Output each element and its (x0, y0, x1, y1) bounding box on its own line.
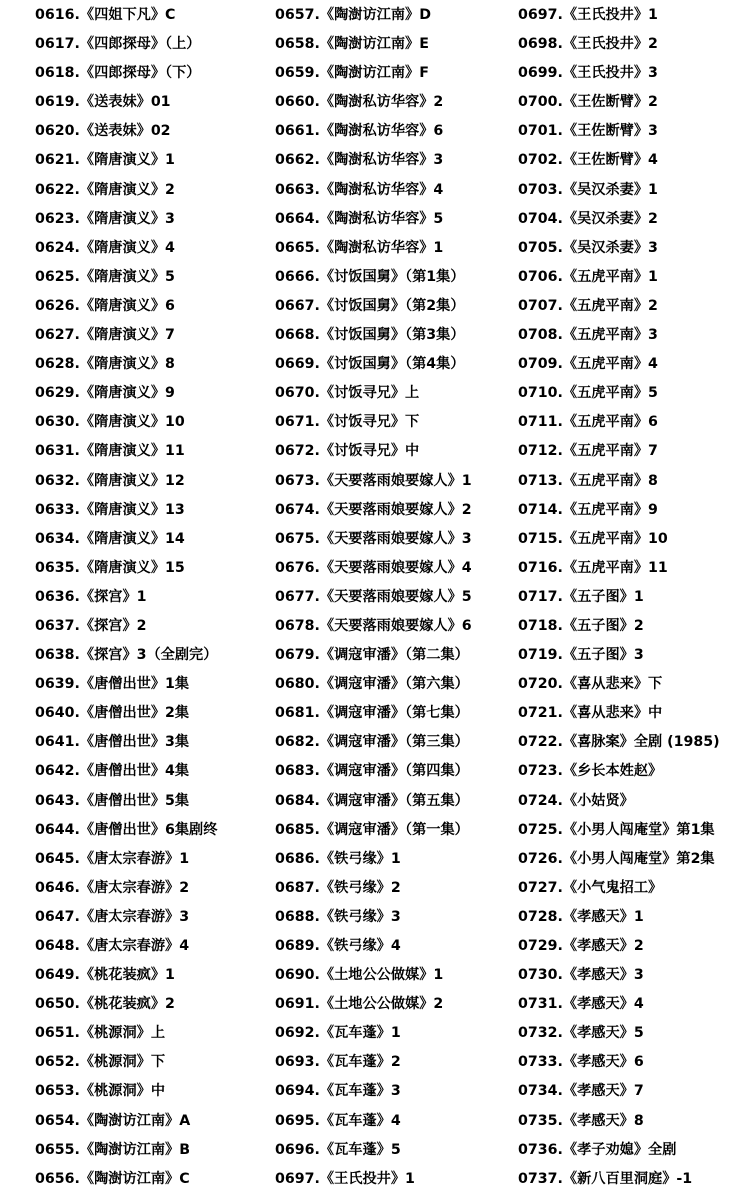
list-item: 0699.《王氏投井》3 (518, 65, 658, 82)
list-item: 0695.《瓦车蓬》4 (275, 1112, 401, 1129)
list-item: 0662.《陶澍私访华容》3 (275, 152, 444, 169)
list-item: 0620.《送表妹》02 (35, 123, 171, 140)
list-item: 0654.《陶澍访江南》A (35, 1112, 191, 1129)
list-item: 0683.《调寇审潘》（第四集） (275, 763, 469, 780)
list-item: 0707.《五虎平南》2 (518, 297, 658, 314)
list-item: 0726.《小男人闯庵堂》第2集 (518, 850, 715, 867)
list-item: 0643.《唐僧出世》5集 (35, 792, 190, 809)
list-item: 0617.《四郎探母》（上） (35, 36, 201, 53)
list-item: 0720.《喜从悲来》下 (518, 676, 663, 693)
list-item: 0635.《隋唐演义》15 (35, 559, 185, 576)
list-item: 0680.《调寇审潘》（第六集） (275, 676, 469, 693)
list-item: 0674.《天要落雨娘要嫁人》2 (275, 501, 472, 518)
list-item: 0691.《土地公公做媒》2 (275, 996, 444, 1013)
list-item: 0718.《五子图》2 (518, 617, 644, 634)
list-item: 0675.《天要落雨娘要嫁人》3 (275, 530, 472, 547)
list-item: 0657.《陶澍访江南》D (275, 7, 431, 23)
list-item: 0689.《铁弓缘》4 (275, 938, 401, 954)
list-item: 0731.《孝感天》4 (518, 996, 644, 1013)
list-item: 0700.《王佐断臂》2 (518, 94, 658, 111)
list-item: 0671.《讨饭寻兄》下 (275, 414, 420, 431)
list-item: 0697.《王氏投井》1 (518, 7, 658, 23)
list-item: 0659.《陶澍访江南》F (275, 65, 429, 82)
list-item: 0641.《唐僧出世》3集 (35, 734, 190, 751)
list-item: 0679.《调寇审潘》（第二集） (275, 647, 469, 664)
list-item: 0637.《探宫》2 (35, 617, 147, 634)
list-item: 0633.《隋唐演义》13 (35, 501, 185, 518)
list-item: 0629.《隋唐演义》9 (35, 385, 175, 402)
list-item: 0724.《小姑贤》 (518, 792, 634, 809)
list-item: 0704.《吴汉杀妻》2 (518, 210, 658, 227)
list-item: 0714.《五虎平南》9 (518, 501, 658, 518)
list-item: 0706.《五虎平南》1 (518, 268, 658, 285)
list-item: 0618.《四郎探母》（下） (35, 65, 201, 82)
list-item: 0688.《铁弓缘》3 (275, 908, 401, 925)
list-item: 0736.《孝子劝媳》全剧 (518, 1141, 677, 1158)
list-item: 0622.《隋唐演义》2 (35, 181, 175, 198)
list-item: 0666.《讨饭国舅》（第1集） (275, 268, 465, 285)
list-item: 0670.《讨饭寻兄》上 (275, 385, 420, 402)
list-item: 0682.《调寇审潘》（第三集） (275, 734, 469, 751)
list-item: 0730.《孝感天》3 (518, 967, 644, 984)
list-item: 0644.《唐僧出世》6集剧终 (35, 821, 218, 838)
list-item: 0624.《隋唐演义》4 (35, 239, 175, 256)
list-item: 0690.《土地公公做媒》1 (275, 967, 444, 984)
list-item: 0645.《唐太宗春游》1 (35, 850, 190, 867)
list-item: 0625.《隋唐演义》5 (35, 268, 175, 285)
list-item: 0727.《小气鬼招工》 (518, 879, 663, 896)
list-column-3 (518, 0, 750, 1194)
list-item: 0732.《孝感天》5 (518, 1025, 644, 1042)
list-item: 0737.《新八百里洞庭》-1 (518, 1170, 693, 1187)
list-item: 0623.《隋唐演义》3 (35, 210, 175, 227)
list-item: 0642.《唐僧出世》4集 (35, 763, 190, 780)
list-item: 0692.《瓦车蓬》1 (275, 1025, 401, 1042)
list-item: 0681.《调寇审潘》（第七集） (275, 705, 469, 722)
list-item: 0715.《五虎平南》10 (518, 530, 668, 547)
list-item: 0685.《调寇审潘》（第一集） (275, 821, 469, 838)
list-item: 0664.《陶澍私访华容》5 (275, 210, 444, 227)
list-item: 0686.《铁弓缘》1 (275, 850, 401, 867)
list-item: 0712.《五虎平南》7 (518, 443, 658, 460)
list-item: 0628.《隋唐演义》8 (35, 356, 175, 373)
list-item: 0660.《陶澍私访华容》2 (275, 94, 444, 111)
list-item: 0722.《喜脉案》全剧 (1985) (518, 734, 720, 751)
list-item: 0728.《孝感天》1 (518, 908, 644, 925)
list-item: 0661.《陶澍私访华容》6 (275, 123, 444, 140)
list-item: 0650.《桃花装疯》2 (35, 996, 175, 1013)
list-item: 0693.《瓦车蓬》2 (275, 1054, 401, 1071)
list-column-2 (275, 0, 515, 1194)
list-item: 0697.《王氏投井》1 (275, 1170, 415, 1187)
list-item: 0636.《探宫》1 (35, 588, 147, 605)
list-item: 0658.《陶澍访江南》E (275, 36, 429, 53)
list-item: 0668.《讨饭国舅》（第3集） (275, 327, 465, 344)
list-item: 0721.《喜从悲来》中 (518, 705, 663, 722)
list-item: 0711.《五虎平南》6 (518, 414, 658, 431)
list-item: 0687.《铁弓缘》2 (275, 879, 401, 896)
list-item: 0716.《五虎平南》11 (518, 559, 668, 576)
list-item: 0694.《瓦车蓬》3 (275, 1083, 401, 1100)
list-item: 0656.《陶澍访江南》C (35, 1170, 190, 1187)
list-item: 0634.《隋唐演义》14 (35, 530, 185, 547)
list-item: 0619.《送表妹》01 (35, 94, 171, 111)
list-item: 0723.《乡长本姓赵》 (518, 763, 663, 780)
list-item: 0653.《桃源洞》中 (35, 1083, 166, 1100)
list-item: 0698.《王氏投井》2 (518, 36, 658, 53)
list-item: 0667.《讨饭国舅》（第2集） (275, 297, 465, 314)
list-item: 0702.《王佐断臂》4 (518, 152, 658, 169)
list-item: 0647.《唐太宗春游》3 (35, 908, 190, 925)
list-item: 0725.《小男人闯庵堂》第1集 (518, 821, 715, 838)
list-item: 0640.《唐僧出世》2集 (35, 705, 190, 722)
list-item: 0703.《吴汉杀妻》1 (518, 181, 658, 198)
list-item: 0717.《五子图》1 (518, 588, 644, 605)
list-item: 0649.《桃花装疯》1 (35, 967, 175, 984)
list-item: 0709.《五虎平南》4 (518, 356, 658, 373)
list-item: 0713.《五虎平南》8 (518, 472, 658, 489)
list-item: 0665.《陶澍私访华容》1 (275, 239, 444, 256)
list-item: 0655.《陶澍访江南》B (35, 1141, 191, 1158)
list-item: 0684.《调寇审潘》（第五集） (275, 792, 469, 809)
list-item: 0708.《五虎平南》3 (518, 327, 658, 344)
list-item: 0639.《唐僧出世》1集 (35, 676, 190, 693)
list-item: 0632.《隋唐演义》12 (35, 472, 185, 489)
list-item: 0701.《王佐断臂》3 (518, 123, 658, 140)
list-item: 0631.《隋唐演义》11 (35, 443, 185, 460)
list-item: 0676.《天要落雨娘要嫁人》4 (275, 559, 472, 576)
list-item: 0621.《隋唐演义》1 (35, 152, 175, 169)
list-item: 0696.《瓦车蓬》5 (275, 1141, 401, 1158)
list-item: 0638.《探宫》3（全剧完） (35, 647, 218, 664)
list-item: 0672.《讨饭寻兄》中 (275, 443, 420, 460)
list-item: 0677.《天要落雨娘要嫁人》5 (275, 588, 472, 605)
list-item: 0626.《隋唐演义》6 (35, 297, 175, 314)
list-item: 0669.《讨饭国舅》（第4集） (275, 356, 465, 373)
list-item: 0733.《孝感天》6 (518, 1054, 644, 1071)
list-column-1 (35, 0, 273, 1194)
list-item: 0735.《孝感天》8 (518, 1112, 644, 1129)
list-item: 0648.《唐太宗春游》4 (35, 938, 190, 954)
list-item: 0616.《四姐下凡》C (35, 7, 176, 23)
list-item: 0646.《唐太宗春游》2 (35, 879, 190, 896)
list-item: 0734.《孝感天》7 (518, 1083, 644, 1100)
list-item: 0678.《天要落雨娘要嫁人》6 (275, 617, 472, 634)
list-item: 0705.《吴汉杀妻》3 (518, 239, 658, 256)
list-item: 0710.《五虎平南》5 (518, 385, 658, 402)
list-item: 0729.《孝感天》2 (518, 938, 644, 954)
list-item: 0652.《桃源洞》下 (35, 1054, 166, 1071)
list-item: 0630.《隋唐演义》10 (35, 414, 185, 431)
list-item: 0663.《陶澍私访华容》4 (275, 181, 444, 198)
list-item: 0627.《隋唐演义》7 (35, 327, 175, 344)
list-item: 0651.《桃源洞》上 (35, 1025, 166, 1042)
list-item: 0673.《天要落雨娘要嫁人》1 (275, 472, 472, 489)
list-item: 0719.《五子图》3 (518, 647, 644, 664)
